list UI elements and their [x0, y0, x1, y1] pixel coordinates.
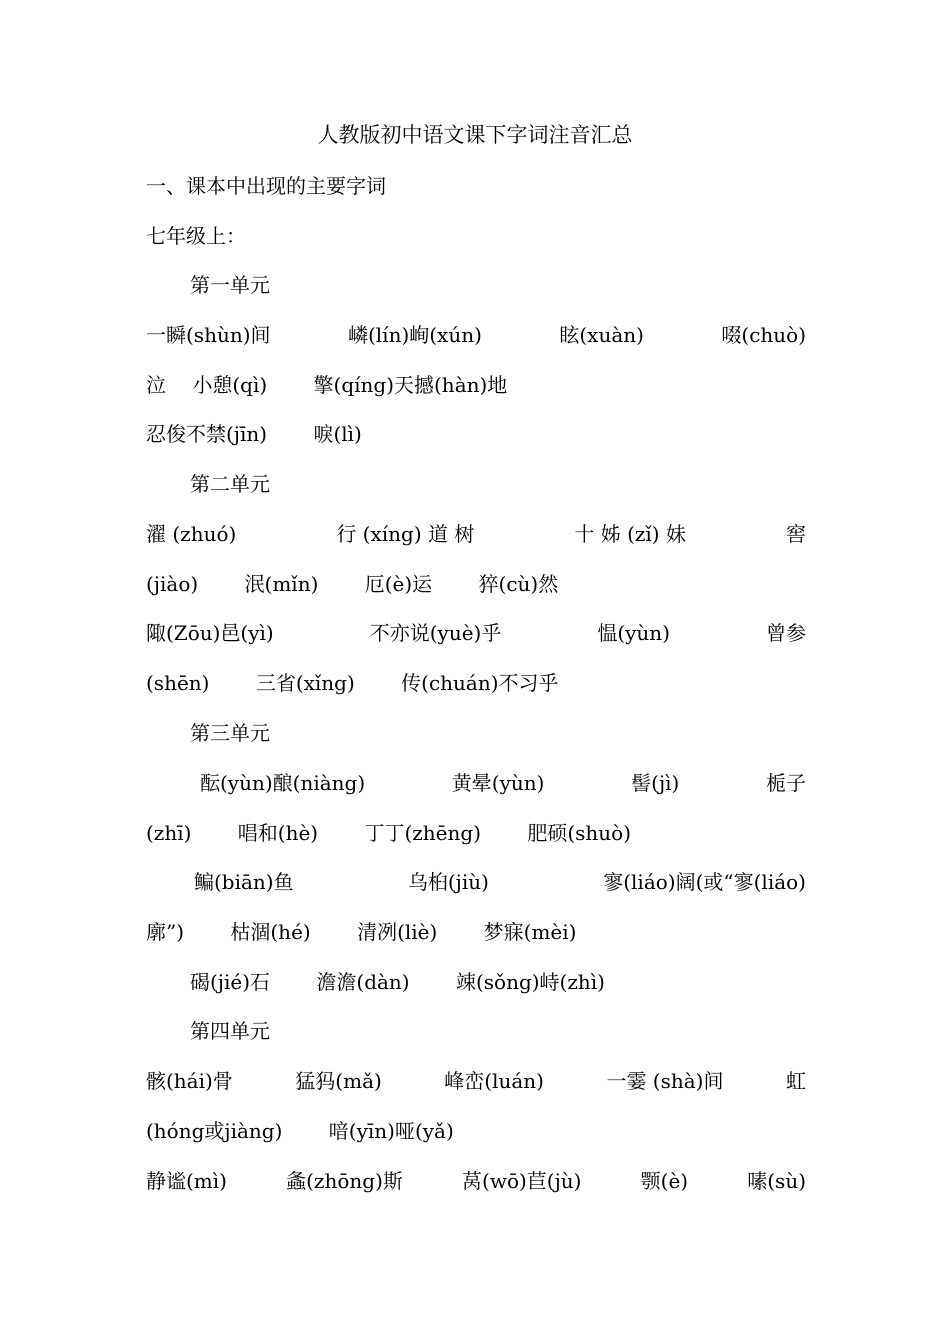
unit4-line3 — [146, 1166, 806, 1196]
word-item: 乌桕(jiù) — [407, 870, 489, 894]
unit4-line2: (hóng或jiàng) 喑(yīn)哑(yǎ) — [146, 1119, 454, 1143]
word-item: 十 姊 (zǐ) 妹 — [574, 522, 686, 546]
word-item: 螽(zhōng)斯 — [286, 1169, 403, 1193]
word-item: 峰峦(luán) — [444, 1069, 544, 1093]
word-item: 濯 (zhuó) — [146, 522, 237, 546]
unit1-line3: 忍俊不禁(jīn) 唳(lì) — [146, 422, 362, 446]
unit3-line3 — [146, 867, 806, 897]
word-item: 陬(Zōu)邑(yì) — [146, 621, 274, 645]
word-item: 曾参 — [765, 621, 806, 645]
unit2-heading: 第二单元 — [190, 472, 270, 496]
word-item: 嗉(sù) — [747, 1169, 806, 1193]
unit3-line5: 碣(jié)石 澹澹(dàn) 竦(sǒng)峙(zhì) — [190, 970, 605, 994]
word-item: 髻(jì) — [631, 771, 680, 795]
word-item: 一瞬(shùn)间 — [146, 323, 271, 347]
word-item: 啜(chuò) — [721, 323, 806, 347]
unit2-line2: (jiào) 泯(mǐn) 厄(è)运 猝(cù)然 — [146, 572, 559, 596]
word-item: 行 (xíng) 道 树 — [336, 522, 475, 546]
unit2-line1 — [146, 519, 806, 549]
word-item: 一霎 (shà)间 — [606, 1069, 724, 1093]
word-item: 不亦说(yuè)乎 — [369, 621, 502, 645]
word-item: 黄晕(yùn) — [451, 771, 545, 795]
word-item: 酝(yùn)酿(niàng) — [200, 771, 366, 795]
word-item: 寥(liáo)阔(或“寥(liáo) — [603, 870, 806, 894]
word-item: 静谧(mì) — [146, 1169, 227, 1193]
section-heading: 一、课本中出现的主要字词 — [146, 174, 386, 198]
word-item: 嶙(lín)峋(xún) — [347, 323, 482, 347]
grade-heading: 七年级上： — [146, 224, 246, 248]
word-item: 颚(è) — [640, 1169, 689, 1193]
unit4-line1 — [146, 1066, 806, 1096]
word-item: 莴(wō)苣(jù) — [462, 1169, 582, 1193]
unit1-line1 — [146, 320, 806, 350]
word-item: 骸(hái)骨 — [146, 1069, 233, 1093]
unit3-line4: 廓”) 枯涸(hé) 清冽(liè) 梦寐(mèi) — [146, 920, 577, 944]
document-title: 人教版初中语文课下字词注音汇总 — [317, 123, 633, 147]
unit2-line3 — [146, 618, 806, 648]
word-item: 虹 — [785, 1069, 806, 1093]
word-item: 眩(xuàn) — [559, 323, 644, 347]
unit3-line2: (zhī) 唱和(hè) 丁丁(zhēng) 肥硕(shuò) — [146, 821, 632, 845]
word-item: 窖 — [785, 522, 806, 546]
word-item: 猛犸(mǎ) — [295, 1069, 382, 1093]
word-item: 愠(yùn) — [597, 621, 670, 645]
unit3-line1 — [146, 768, 806, 798]
unit2-line4: (shēn) 三省(xǐng) 传(chuán)不习乎 — [146, 671, 559, 695]
unit1-line2: 泣 小憩(qì) 擎(qíng)天撼(hàn)地 — [146, 373, 508, 397]
unit4-heading: 第四单元 — [190, 1019, 270, 1043]
unit3-heading: 第三单元 — [190, 721, 270, 745]
word-item: 鳊(biān)鱼 — [194, 870, 294, 894]
word-item: 栀子 — [766, 771, 806, 795]
unit1-heading: 第一单元 — [190, 273, 270, 297]
